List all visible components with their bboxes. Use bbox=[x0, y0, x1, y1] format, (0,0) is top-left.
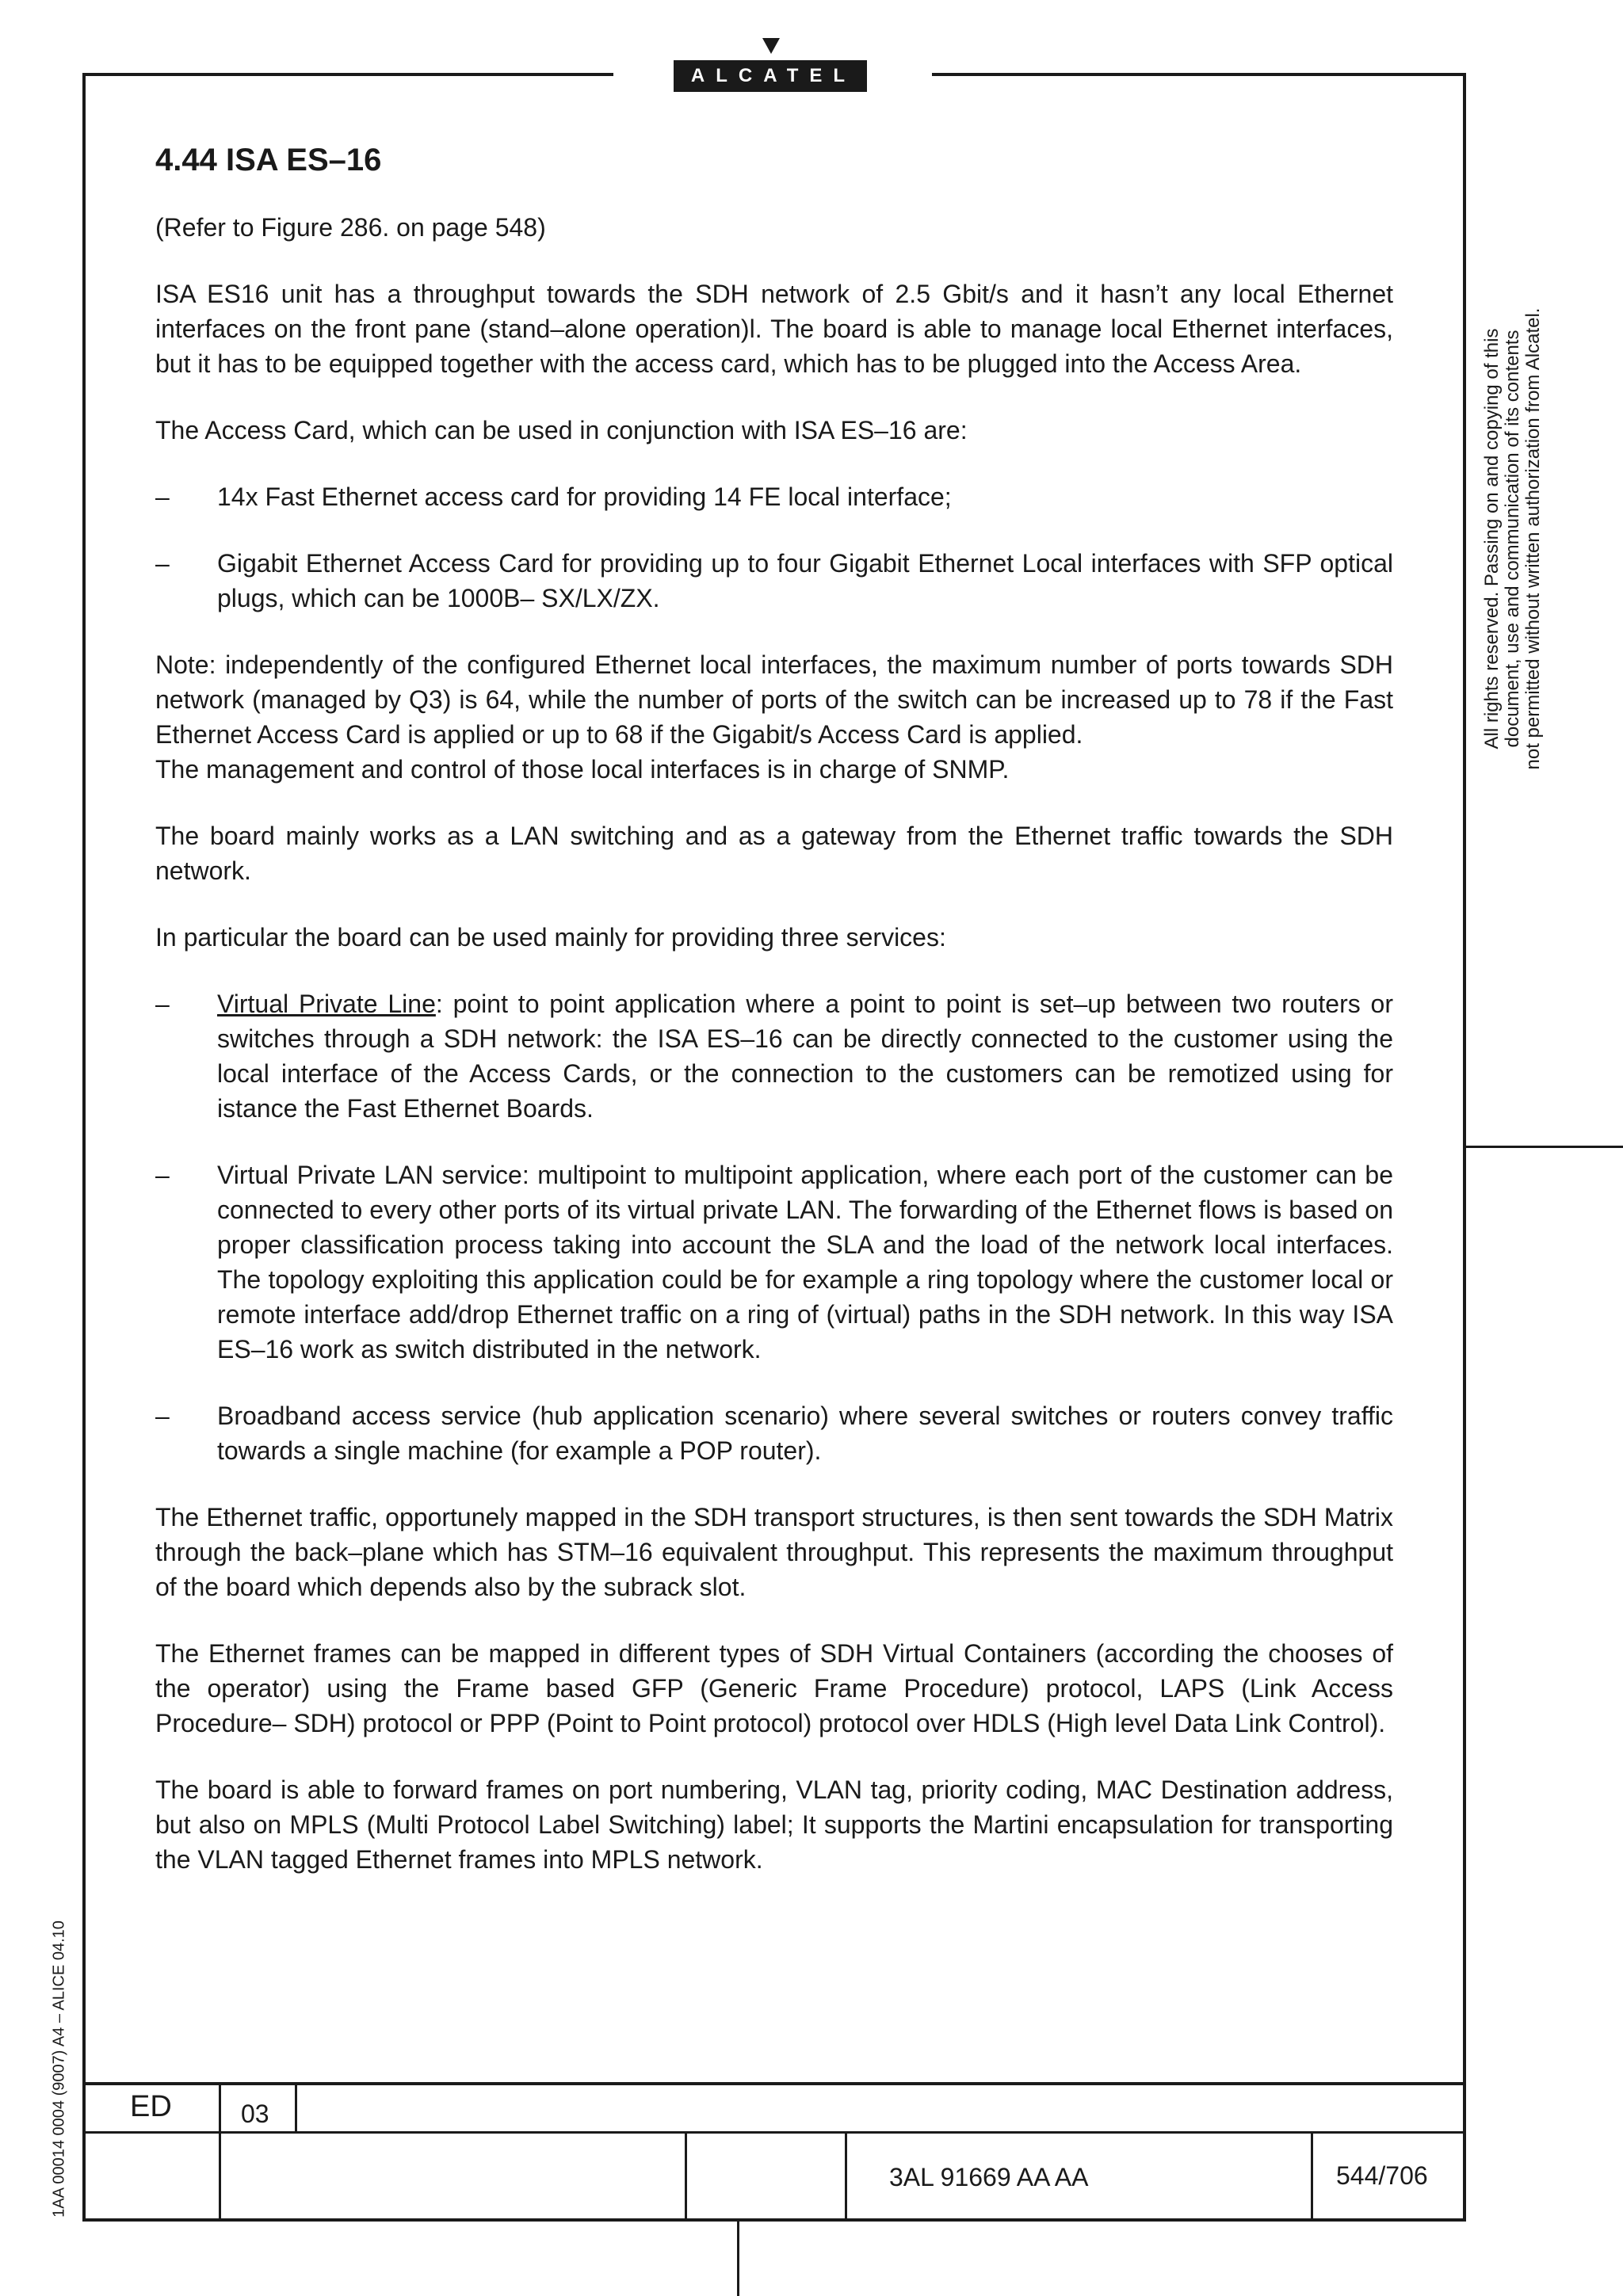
main-content bbox=[155, 143, 1393, 1909]
footer-bottom-rule bbox=[82, 2218, 1466, 2222]
frame-top-right bbox=[932, 73, 1466, 76]
list-dash: – bbox=[155, 990, 170, 1018]
copyright-line-2: document, use and communication of its contents bbox=[1502, 330, 1523, 748]
footer-top-rule bbox=[82, 2082, 1466, 2085]
services-intro: In particular the board can be used mainly for providing three services: bbox=[155, 923, 946, 952]
frame-side-tick bbox=[1463, 1146, 1623, 1148]
footer-mid-rule bbox=[82, 2131, 1466, 2134]
section-title: 4.44 ISA ES–16 bbox=[155, 143, 382, 177]
document-number: 3AL 91669 AA AA bbox=[889, 2163, 1089, 2191]
list-dash: – bbox=[155, 482, 170, 511]
list-item-text: 14x Fast Ethernet access card for providing 14 FE local interface; bbox=[217, 482, 952, 511]
list-item-text: : point to point application where a point to point is set–up between two routers or switches through a SDH network: the ISA ES–16 can be directly connected to the customer using the local interface of the Access Cards, or the connection to the customers can be remotized using for istance the Fast Ethernet Boards. bbox=[217, 990, 1394, 1123]
alcatel-logo bbox=[674, 38, 867, 95]
list-item bbox=[155, 986, 1393, 1126]
list-item bbox=[155, 546, 1393, 616]
note-paragraph bbox=[155, 647, 1393, 787]
intro-paragraph: ISA ES16 unit has a throughput towards the SDH network of 2.5 Gbit/s and it hasn’t any local Ethernet interfaces on the front pane (stand–alone operation)l. The board is able to manage local Ethernet interfaces, but it has to be equipped together with the access card, which has to be plugged into the Access Area. bbox=[155, 280, 1393, 378]
list-item bbox=[155, 1398, 1393, 1468]
list-item bbox=[155, 479, 1393, 514]
figure-reference: (Refer to Figure 286. on page 548) bbox=[155, 213, 546, 242]
list-dash: – bbox=[155, 1161, 170, 1189]
document-reference-text: 1AA 00014 0004 (9007) A4 – ALICE 04.10 bbox=[50, 1920, 68, 2218]
list-item-text: Gigabit Ethernet Access Card for providing up to four Gigabit Ethernet Local interfaces with SFP optical plugs, which can be 1000B– SX/LX/ZX. bbox=[217, 549, 1393, 612]
access-card-paragraph: The Access Card, which can be used in conjunction with ISA ES–16 are: bbox=[155, 416, 968, 444]
document-reference bbox=[0, 1920, 119, 2218]
list-dash: – bbox=[155, 1402, 170, 1430]
note-text-2: The management and control of those local interfaces is in charge of SNMP. bbox=[155, 755, 1010, 784]
edition-label: ED bbox=[130, 2090, 172, 2123]
footer-stem bbox=[737, 2222, 739, 2296]
copyright-line-3: not permitted without written authorization from Alcatel. bbox=[1522, 307, 1544, 770]
list-item-text: Virtual Private LAN service: multipoint to multipoint application, where each port of the customer can be connected to every other ports of its virtual private LAN. The forwarding of the Ethernet flows is based on proper classification process taking into account the SLA and the load of the network local interfaces. The topology exploiting this application could be for example a ring topology where the customer local or remote interface add/drop Ethernet traffic on a ring of (virtual) paths in the SDH network. In this way ISA ES–16 work as switch distributed in the network. bbox=[217, 1161, 1393, 1363]
copyright-line-1: All rights reserved. Passing on and copying of this bbox=[1481, 328, 1503, 749]
copyright-text bbox=[1482, 269, 1545, 808]
note-text: Note: independently of the configured Ethernet local interfaces, the maximum number of ports towards SDH network (managed by Q3) is 64, while the number of ports of the switch can be increased up to 78 if the Fast Ethernet Access Card is applied or up to 68 if the Gigabit/s Access Card is applied. bbox=[155, 650, 1393, 749]
list-item-text: Broadband access service (hub application scenario) where several switches or routers convey traffic towards a single machine (for example a POP router). bbox=[217, 1402, 1393, 1465]
list-dash: – bbox=[155, 549, 170, 578]
list-item bbox=[155, 1158, 1393, 1367]
frame-top-left bbox=[82, 73, 613, 76]
footer-divider-c bbox=[1311, 2131, 1313, 2222]
footer-divider-edval bbox=[295, 2082, 297, 2133]
forward-paragraph: The board is able to forward frames on port numbering, VLAN tag, priority coding, MAC Destination address, but also on MPLS (Multi Protocol Label Switching) label; It supports the Martini encapsulation for transporting the VLAN tagged Ethernet frames into MPLS network. bbox=[155, 1775, 1393, 1874]
traffic-paragraph: The Ethernet traffic, opportunely mapped in the SDH transport structures, is then sent towards the SDH Matrix through the back–plane which has STM–16 equivalent throughput. This represents the maximum throughput of the board which depends also by the subrack slot. bbox=[155, 1503, 1393, 1601]
edition-value: 03 bbox=[241, 2100, 269, 2128]
frame-left bbox=[82, 73, 86, 2222]
footer-divider-a bbox=[685, 2131, 687, 2222]
lan-paragraph: The board mainly works as a LAN switching and as a gateway from the Ethernet traffic towards the SDH network. bbox=[155, 822, 1393, 885]
logo-triangle-icon bbox=[762, 38, 780, 54]
footer-divider-ed bbox=[219, 2082, 221, 2222]
logo-text: ALCATEL bbox=[674, 60, 867, 92]
page-number: 544/706 bbox=[1336, 2161, 1428, 2190]
frames-paragraph: The Ethernet frames can be mapped in different types of SDH Virtual Containers (according the chooses of the operator) using the Frame based GFP (Generic Frame Procedure) protocol, LAPS (Link Access Procedure– SDH) protocol or PPP (Point to Point protocol) protocol over HDLS (High level Data Link Control). bbox=[155, 1639, 1393, 1737]
footer-divider-b bbox=[845, 2131, 847, 2222]
list-item-lead: Virtual Private Line bbox=[217, 990, 436, 1018]
copyright-sidebar bbox=[1482, 269, 1545, 808]
